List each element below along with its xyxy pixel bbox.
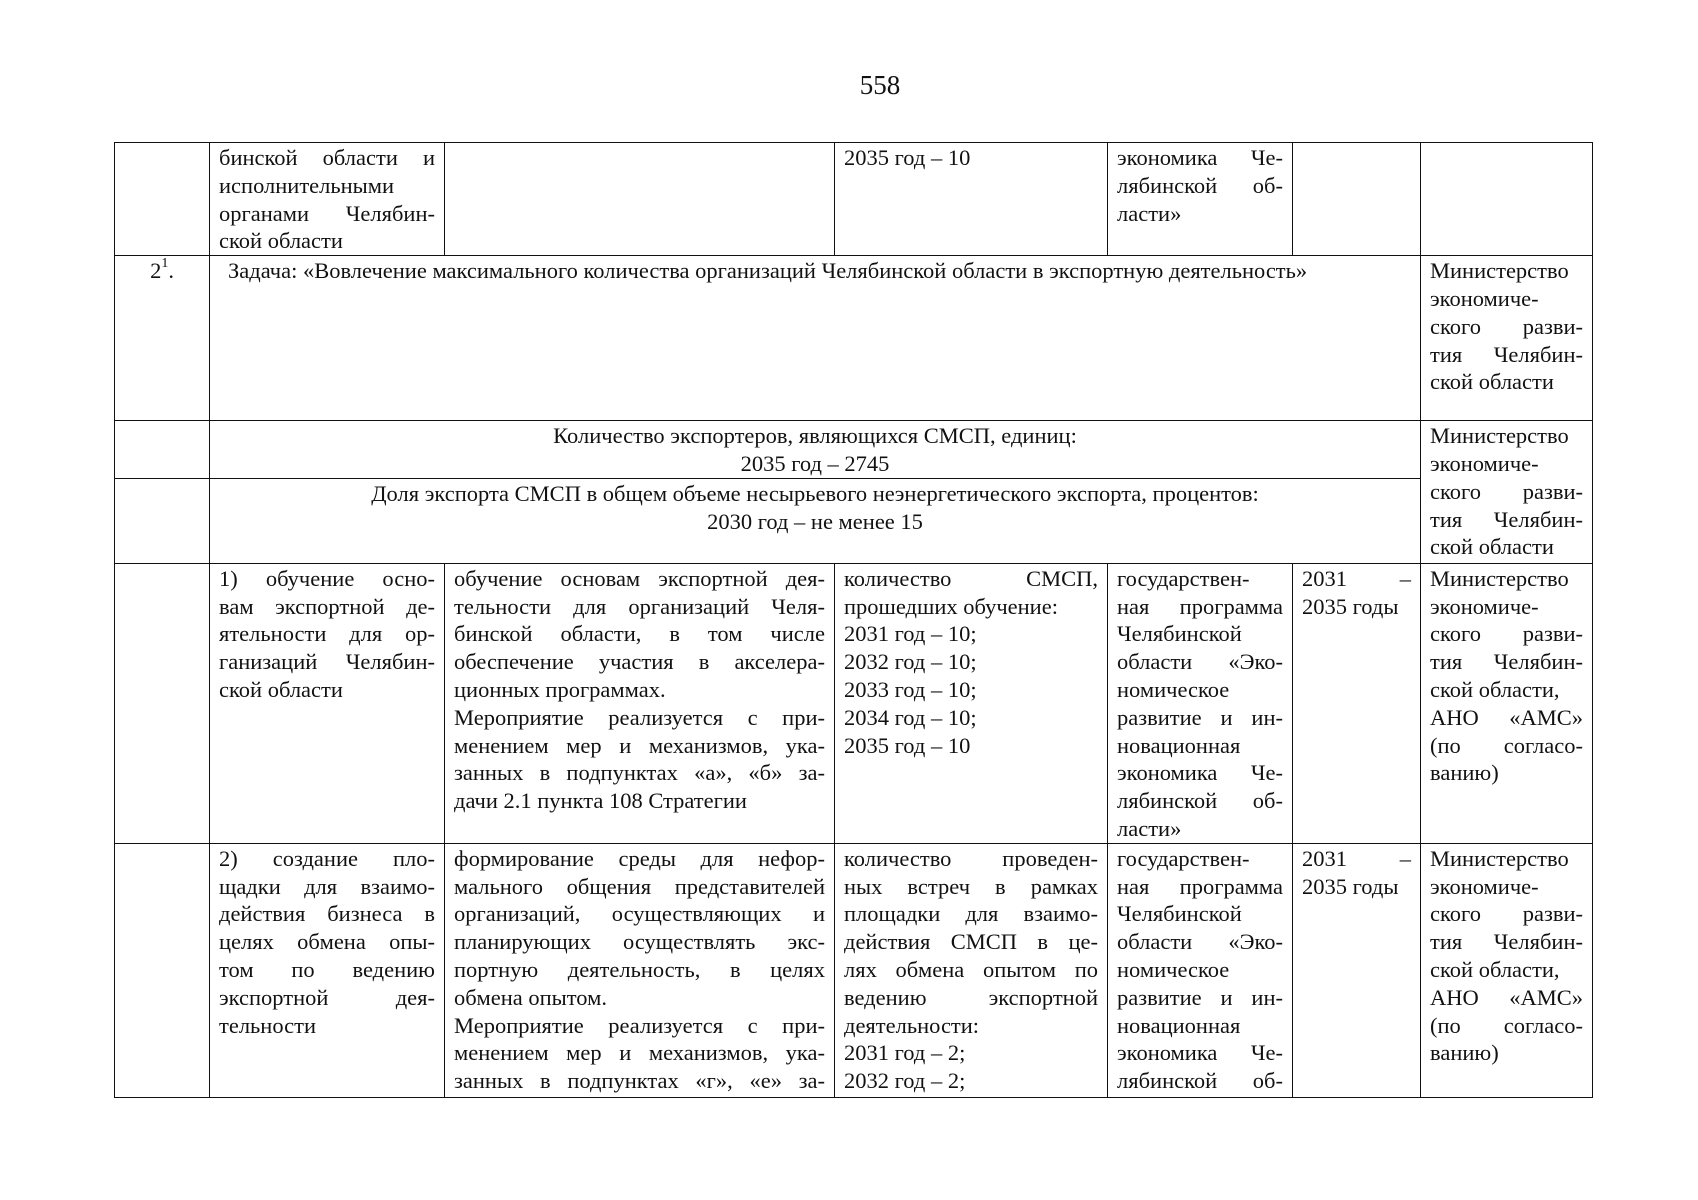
indicator-row [115,421,1593,479]
cell-number [115,478,210,563]
cell-responsible: Министерство экономиче- ского разви- тия Челябин- ской области, АНО «АМС» (по согласо- ванию) [1421,843,1593,1097]
task-responsible: Министерство экономиче- ского разви- тия Челябин- ской области [1421,256,1593,421]
cell-period [1293,143,1421,256]
cell-measure-name: бинской области и исполнительными органами Челябин- ской области [210,143,445,256]
cell-program: экономика Че- лябинской об- ласти» [1108,143,1293,256]
cell-number [115,843,210,1097]
table-row [115,563,1593,843]
cell-measure-name: 1) обучение осно- вам экспортной де- ятельности для ор- ганизаций Челябин- ской области [210,563,445,843]
cell-description: обучение основам экспортной дея- тельности для организаций Челя- бинской области, в том числе обеспечение участия в акселера- ционных программах. Мероприятие реализуется с при- менением мер и механизмов, ука- занных в подпунктах «а», «б» за- дачи 2.1 пункта 108 Стратегии [445,563,835,843]
page-number: 558 [859,70,901,100]
measures-table [114,142,1593,1098]
cell-program: государствен- ная программа Челябинской области «Эко- номическое развитие и ин- новационная экономика Че- лябинской об- ласти» [1108,563,1293,843]
task-text: Задача: «Вовлечение максимального количества организаций Челябинской области в экспортную деятельность» [210,256,1421,421]
cell-period: 2031 – 2035 годы [1293,563,1421,843]
table-row [115,843,1593,1097]
cell-indicator: количество СМСП, прошедших обучение: 2031 год – 10; 2032 год – 10; 2033 год – 10; 2034 год – 10; 2035 год – 10 [835,563,1108,843]
task-number: $2^1$. [115,256,210,421]
indicator-2: Доля экспорта СМСП в общем объеме несырьевого неэнергетического экспорта, процентов: 2030 год – не менее 15 [210,478,1421,563]
task-row [115,256,1593,421]
cell-number [115,143,210,256]
indicator-row [115,478,1593,563]
cell-indicator: количество проведен- ных встреч в рамках площадки для взаимо- действия СМСП в це- лях обмена опытом по ведению экспортной деятельности: 2031 год – 2; 2032 год – 2; [835,843,1108,1097]
cell-measure-name: 2) создание пло- щадки для взаимо- действия бизнеса в целях обмена опы- том по ведению экспортной дея- тельности [210,843,445,1097]
cell-description [445,143,835,256]
cell-number [115,421,210,479]
cell-number [115,563,210,843]
indicator-responsible: Министерство экономиче- ского разви- тия Челябин- ской области [1421,421,1593,564]
cell-description: формирование среды для нефор- мального общения представителей организаций, осуществляющих и планирующих осуществлять экс- портную деятельность, в целях обмена опытом. Мероприятие реализуется с при- менением мер и механизмов, ука- занных в подпунктах «г», «е» за- [445,843,835,1097]
indicator-1: Количество экспортеров, являющихся СМСП, единиц: 2035 год – 2745 [210,421,1421,479]
cell-indicator: 2035 год – 10 [835,143,1108,256]
cell-responsible: Министерство экономиче- ского разви- тия Челябин- ской области, АНО «АМС» (по согласо- ванию) [1421,563,1593,843]
cell-period: 2031 – 2035 годы [1293,843,1421,1097]
cell-program: государствен- ная программа Челябинской области «Эко- номическое развитие и ин- новационная экономика Че- лябинской об- [1108,843,1293,1097]
cell-responsible [1421,143,1593,256]
table-row [115,143,1593,256]
